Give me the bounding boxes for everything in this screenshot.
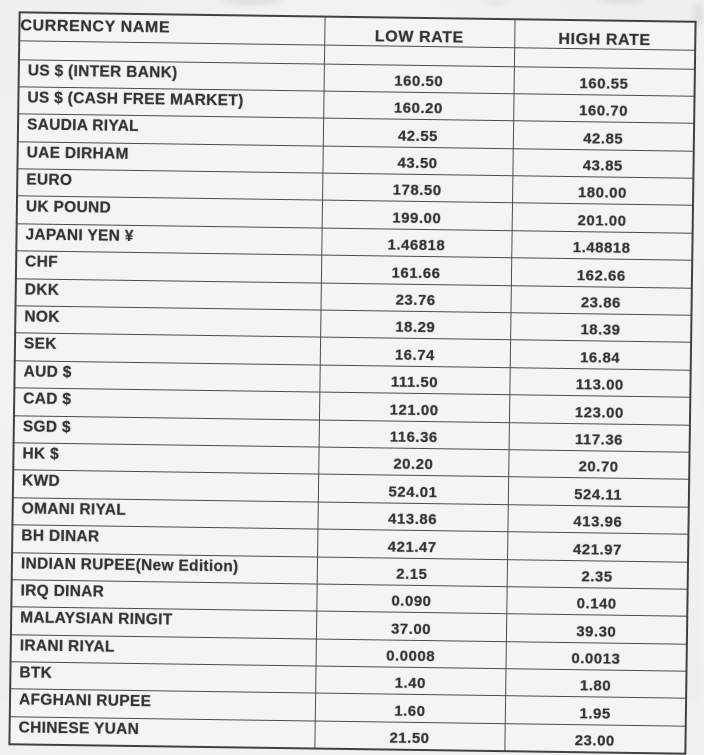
high-rate-cell: 20.70	[508, 450, 689, 480]
high-rate-cell: 1.80	[505, 669, 686, 699]
high-rate-cell: 42.85	[513, 121, 694, 151]
scan-smudge	[222, 0, 282, 5]
high-rate-cell: 413.96	[507, 504, 688, 534]
currency-name-cell: IRQ DINAR	[11, 580, 316, 612]
currency-name-cell: OMANI RIYAL	[12, 498, 317, 530]
low-rate-cell: 0.090	[316, 584, 506, 614]
low-rate-cell: 18.29	[320, 310, 510, 340]
high-rate-cell: 0.0013	[506, 641, 687, 671]
low-rate-cell: 160.50	[324, 64, 514, 94]
scan-smudge	[486, 0, 506, 5]
currency-name-cell: CHF	[16, 251, 321, 283]
currency-name-cell: HK $	[13, 443, 318, 475]
currency-name-cell: KWD	[13, 470, 318, 502]
header-high-rate-label: HIGH RATE	[558, 31, 651, 50]
high-rate-cell: 23.00	[504, 724, 685, 754]
header-high-rate	[514, 19, 695, 50]
low-rate-cell: 116.36	[319, 420, 509, 450]
low-rate-cell: 413.86	[317, 502, 507, 532]
high-rate-cell: 113.00	[509, 368, 690, 398]
currency-name-cell: UAE DIRHAM	[17, 141, 322, 173]
high-rate-cell: 201.00	[512, 203, 693, 233]
high-rate-cell: 162.66	[511, 258, 692, 288]
currency-name-cell: SGD $	[14, 415, 319, 447]
low-rate-cell: 43.50	[322, 146, 512, 176]
high-rate-cell: 23.86	[510, 285, 691, 315]
high-rate-cell: 39.30	[506, 614, 687, 644]
currency-name-cell: CAD $	[14, 388, 319, 420]
high-rate-cell: 123.00	[509, 395, 690, 425]
low-rate-cell: 37.00	[316, 611, 506, 641]
currency-name-cell: EURO	[17, 169, 322, 201]
low-rate-cell: 20.20	[318, 447, 508, 477]
header-low-rate-label: LOW RATE	[374, 28, 464, 47]
currency-name-cell: NOK	[15, 306, 320, 338]
high-rate-cell: 43.85	[512, 148, 693, 178]
high-rate-cell: 117.36	[509, 422, 690, 452]
currency-rate-table	[8, 11, 696, 755]
currency-name-cell: MALAYSIAN RINGIT	[11, 607, 316, 639]
currency-name-cell: AFGHANI RUPEE	[10, 689, 315, 721]
low-rate-cell: 2.15	[317, 557, 507, 587]
low-rate-cell: 42.55	[323, 118, 513, 148]
high-rate-cell: 524.11	[508, 477, 689, 507]
currency-name-cell: BTK	[10, 662, 315, 694]
currency-name-cell: US $ (CASH FREE MARKET)	[18, 87, 323, 119]
low-rate-cell: 1.46818	[321, 228, 511, 258]
currency-name-cell: JAPANI YEN ¥	[16, 224, 321, 256]
high-rate-cell: 0.140	[506, 587, 687, 617]
low-rate-cell: 524.01	[318, 474, 508, 504]
low-rate-cell: 161.66	[321, 255, 511, 285]
scan-smudge	[598, 0, 646, 4]
currency-name-cell: US $ (INTER BANK)	[19, 59, 324, 91]
currency-name-cell: SEK	[15, 333, 320, 365]
spacer-cell	[514, 47, 695, 69]
header-currency-name: CURRENCY NAME	[19, 12, 324, 44]
low-rate-cell: 178.50	[322, 173, 512, 203]
low-rate-cell: 16.74	[320, 337, 510, 367]
header-low-rate	[324, 17, 514, 48]
low-rate-cell: 160.20	[323, 91, 513, 121]
low-rate-cell: 23.76	[320, 283, 510, 313]
low-rate-cell: 1.40	[315, 666, 505, 696]
low-rate-cell: 111.50	[319, 365, 509, 395]
high-rate-cell: 421.97	[507, 532, 688, 562]
table-body	[9, 59, 695, 754]
low-rate-cell: 421.47	[317, 529, 507, 559]
high-rate-cell: 2.35	[507, 559, 688, 589]
high-rate-cell: 160.55	[514, 66, 695, 96]
low-rate-cell: 121.00	[319, 392, 509, 422]
low-rate-cell: 21.50	[314, 721, 504, 752]
currency-name-cell: AUD $	[14, 361, 319, 393]
high-rate-cell: 1.48818	[511, 231, 692, 261]
currency-name-cell: BH DINAR	[12, 525, 317, 557]
rate-sheet	[9, 11, 694, 750]
low-rate-cell: 1.60	[315, 694, 505, 724]
currency-name-cell: UK POUND	[17, 196, 322, 228]
currency-name-cell: INDIAN RUPEE(New Edition)	[12, 552, 317, 584]
high-rate-cell: 160.70	[513, 94, 694, 124]
currency-name-cell: IRANI RIYAL	[11, 634, 316, 666]
low-rate-cell: 199.00	[322, 201, 512, 231]
high-rate-cell: 1.95	[505, 696, 686, 726]
low-rate-cell: 0.0008	[316, 639, 506, 669]
high-rate-cell: 16.84	[510, 340, 691, 370]
currency-name-cell: CHINESE YUAN	[9, 717, 314, 749]
high-rate-cell: 18.39	[510, 313, 691, 343]
high-rate-cell: 180.00	[512, 176, 693, 206]
currency-name-cell: SAUDIA RIYAL	[18, 114, 323, 146]
currency-name-cell: DKK	[16, 278, 321, 310]
